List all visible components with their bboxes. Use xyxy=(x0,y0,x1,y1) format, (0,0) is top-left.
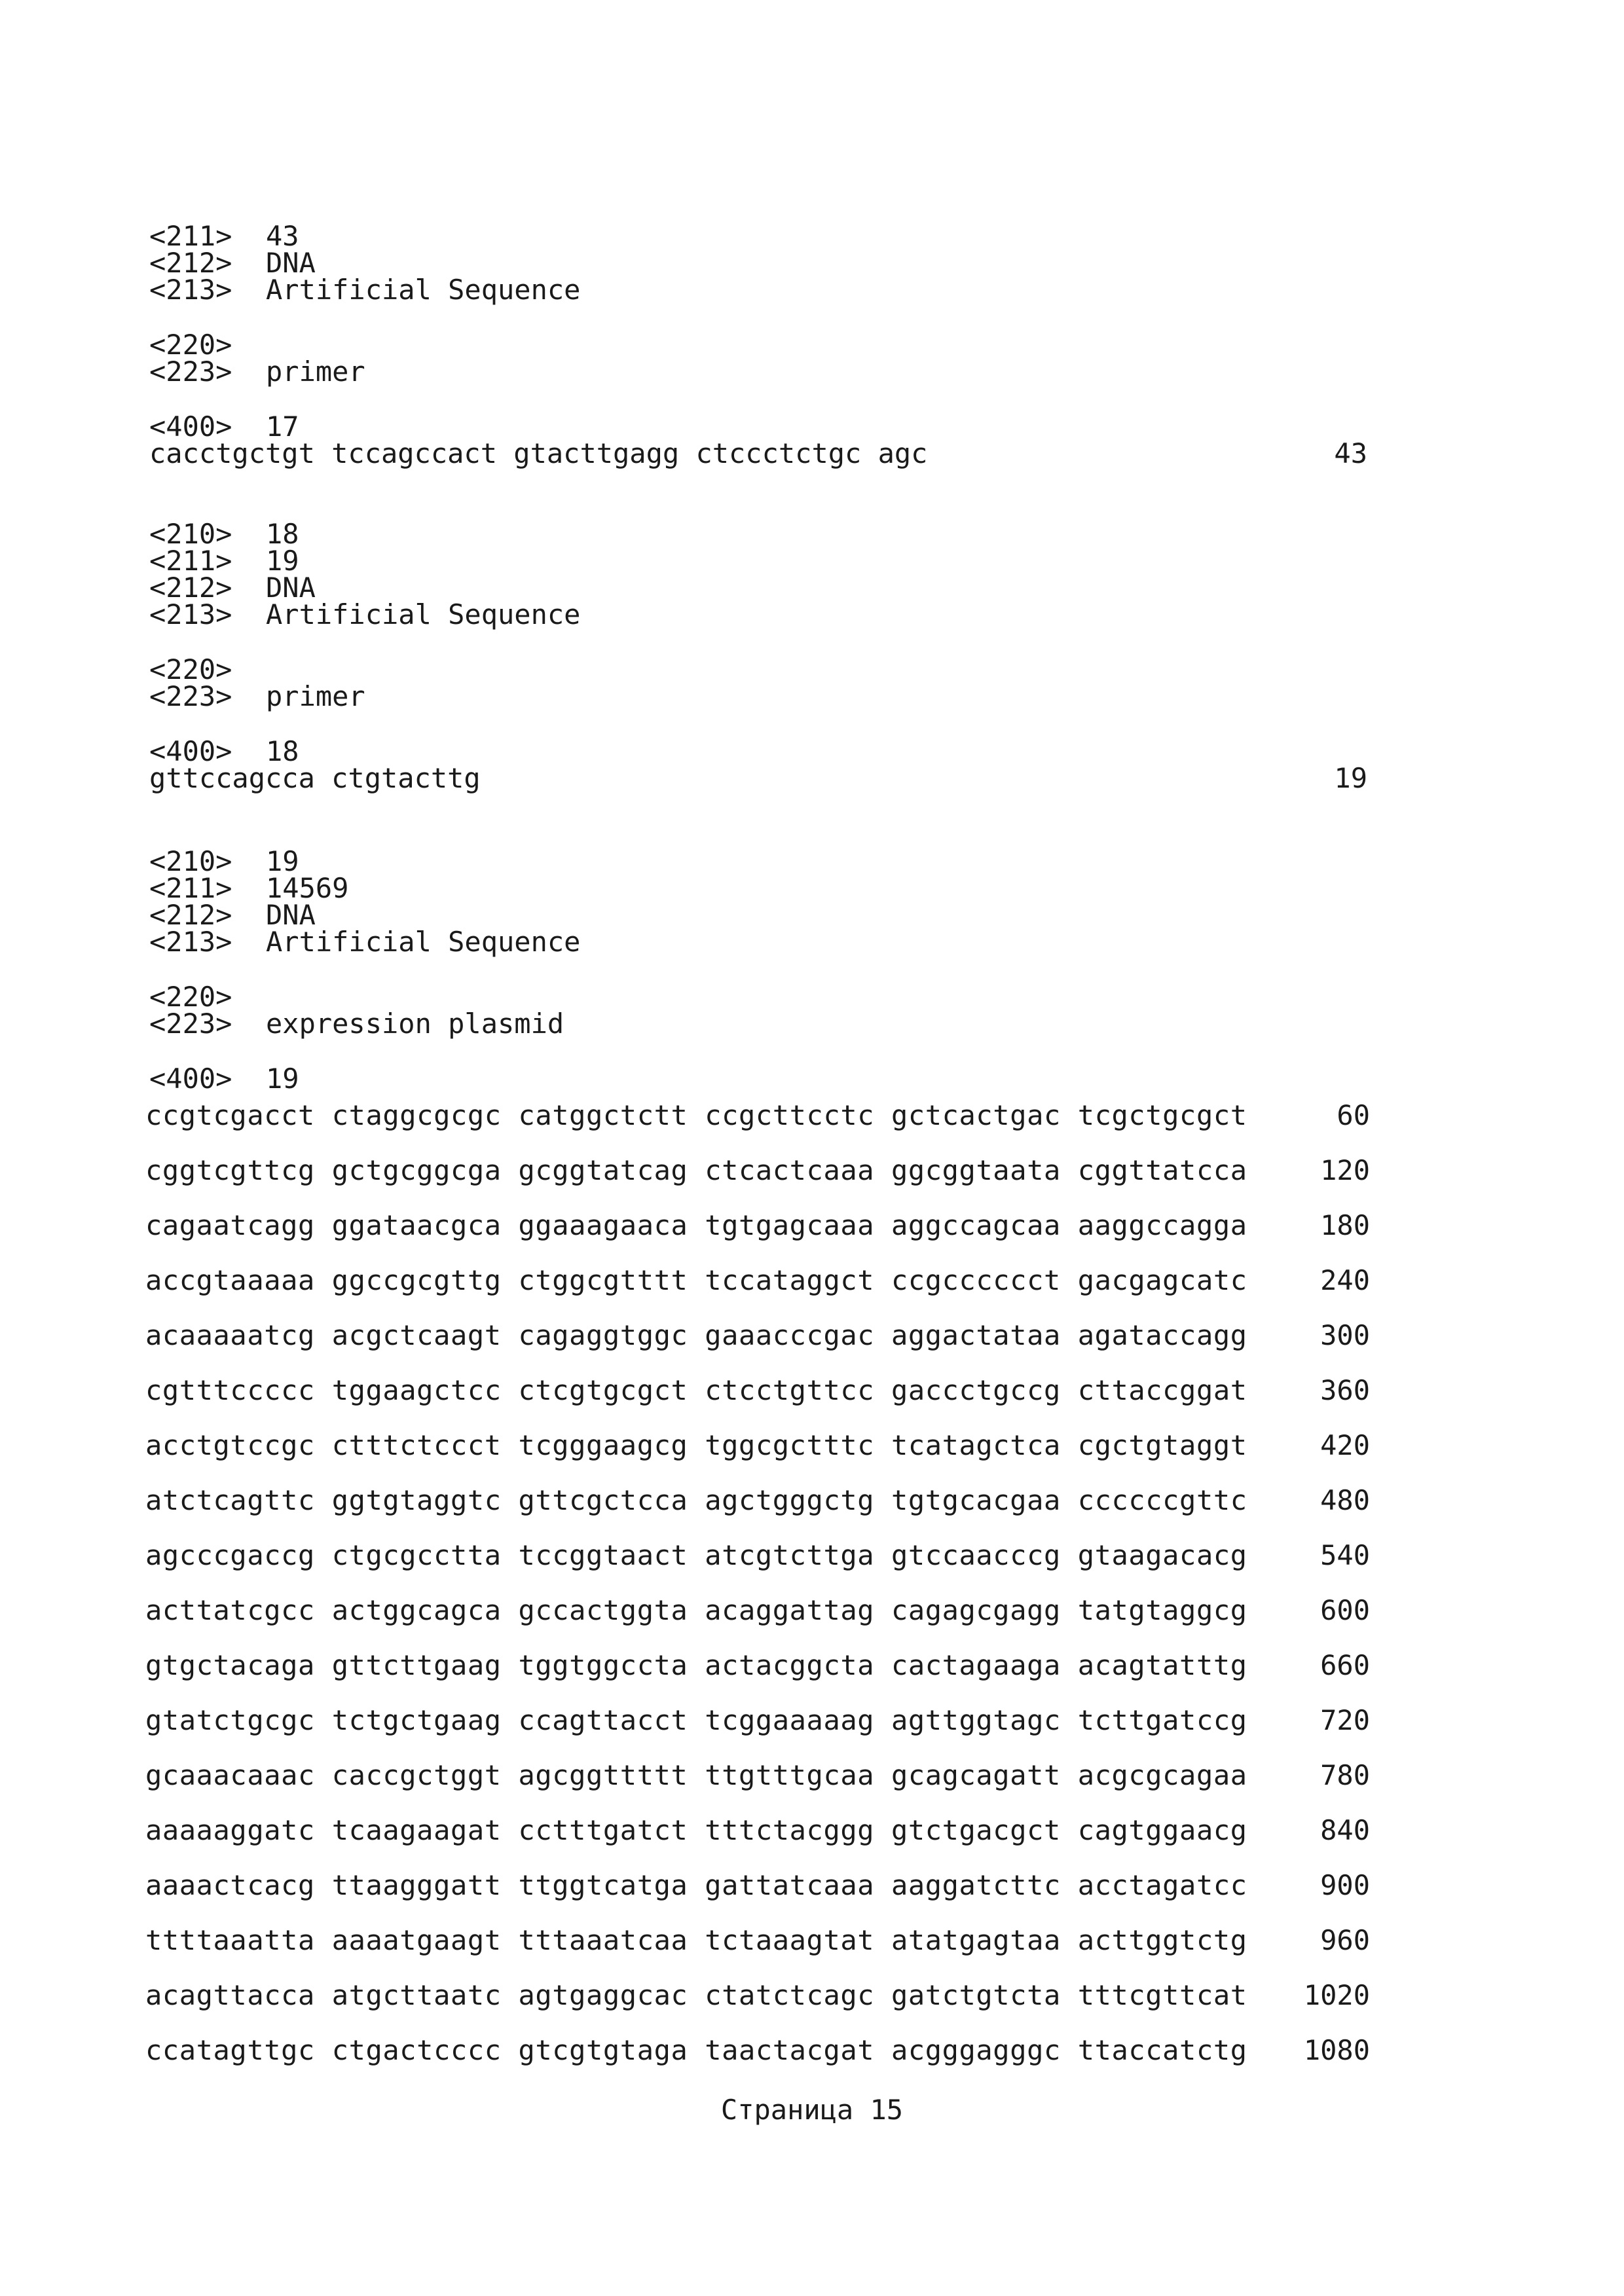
sequence-text: gtgctacaga gttcttgaag tggtggccta actacggcta cactagaaga acagtatttg xyxy=(145,1652,1247,1679)
sequence-count: 660 xyxy=(1213,1652,1370,1679)
field-tag: <211> xyxy=(149,547,266,574)
entry-field-row xyxy=(149,983,1393,1010)
sequence-text: gttccagcca ctgtacttg xyxy=(149,765,481,792)
entry-field-row xyxy=(149,656,1393,683)
field-tag: <211> xyxy=(149,223,266,249)
field-tag: <220> xyxy=(149,656,266,683)
sequence-line xyxy=(145,1487,1370,1514)
field-value: 19 xyxy=(266,547,299,574)
sequence-count: 120 xyxy=(1213,1157,1370,1184)
sequence-line xyxy=(145,1322,1370,1349)
sequence-text: acaaaaatcg acgctcaagt cagaggtggc gaaacccgac aggactataa agataccagg xyxy=(145,1322,1247,1349)
sequence-text: acagttacca atgcttaatc agtgaggcac ctatctcagc gatctgtcta tttcgttcat xyxy=(145,1982,1247,2009)
sequence-entry-18 xyxy=(149,520,1393,792)
sequence-line xyxy=(145,1872,1370,1899)
sequence-header-row xyxy=(149,738,1393,765)
field-tag: <220> xyxy=(149,331,266,358)
field-tag: <400> xyxy=(149,738,266,765)
sequence-line xyxy=(149,765,1367,792)
sequence-text: ccgtcgacct ctaggcgcgc catggctctt ccgcttcctc gctcactgac tcgctgcgct xyxy=(145,1102,1247,1129)
sequence-text: cagaatcagg ggataacgca ggaaagaaca tgtgagcaaa aggccagcaa aaggccagga xyxy=(145,1212,1247,1239)
entry-field-row xyxy=(149,928,1393,955)
sequence-count: 600 xyxy=(1213,1597,1370,1624)
field-value: 19 xyxy=(266,1065,299,1092)
field-tag: <212> xyxy=(149,249,266,276)
field-value: DNA xyxy=(266,574,316,601)
sequence-line xyxy=(145,1762,1370,1789)
entry-field-row xyxy=(149,574,1393,601)
field-value: primer xyxy=(266,683,365,710)
sequence-text: cgtttccccc tggaagctcc ctcgtgcgct ctcctgttcc gaccctgccg cttaccggat xyxy=(145,1377,1247,1404)
sequence-text: agcccgaccg ctgcgcctta tccggtaact atcgtcttga gtccaacccg gtaagacacg xyxy=(145,1542,1247,1569)
sequence-text: gtatctgcgc tctgctgaag ccagttacct tcggaaaaag agttggtagc tcttgatccg xyxy=(145,1707,1247,1734)
sequence-count: 720 xyxy=(1213,1707,1370,1734)
sequence-text: accgtaaaaa ggccgcgttg ctggcgtttt tccataggct ccgcccccct gacgagcatc xyxy=(145,1267,1247,1294)
page-number-footer: Страница 15 xyxy=(0,2096,1624,2123)
field-value: 18 xyxy=(266,738,299,765)
field-value: Artificial Sequence xyxy=(266,276,580,303)
field-value: 14569 xyxy=(266,875,348,902)
sequence-text: cacctgctgt tccagccact gtacttgagg ctccctctgc agc xyxy=(149,440,927,467)
field-tag: <211> xyxy=(149,875,266,902)
entry-field-row xyxy=(149,276,1393,303)
sequence-count: 43 xyxy=(1210,440,1367,467)
sequence-count: 840 xyxy=(1213,1817,1370,1844)
sequence-text: ttttaaatta aaaatgaagt tttaaatcaa tctaaagtat atatgagtaa acttggtctg xyxy=(145,1927,1247,1954)
sequence-header-row xyxy=(149,1065,1393,1092)
field-value: DNA xyxy=(266,902,316,928)
field-value: expression plasmid xyxy=(266,1010,564,1037)
sequence-count: 1020 xyxy=(1213,1982,1370,2009)
field-value: 18 xyxy=(266,520,299,547)
sequence-line xyxy=(149,440,1367,467)
sequence-text: atctcagttc ggtgtaggtc gttcgctcca agctgggctg tgtgcacgaa ccccccgttc xyxy=(145,1487,1247,1514)
sequence-text: gcaaacaaac caccgctggt agcggttttt ttgtttgcaa gcagcagatt acgcgcagaa xyxy=(145,1762,1247,1789)
field-tag: <213> xyxy=(149,601,266,628)
sequence-count: 60 xyxy=(1213,1102,1370,1129)
sequence-text: acctgtccgc ctttctccct tcgggaagcg tggcgctttc tcatagctca cgctgtaggt xyxy=(145,1432,1247,1459)
entry-field-row xyxy=(149,601,1393,628)
sequence-text: aaaaaggatc tcaagaagat cctttgatct tttctacggg gtctgacgct cagtggaacg xyxy=(145,1817,1247,1844)
field-tag: <212> xyxy=(149,902,266,928)
entry-field-row xyxy=(149,223,1393,249)
field-tag: <220> xyxy=(149,983,266,1010)
field-value: Artificial Sequence xyxy=(266,928,580,955)
entry-field-row xyxy=(149,848,1393,875)
sequence-line xyxy=(145,1377,1370,1404)
sequence-line xyxy=(145,1212,1370,1239)
sequence-line xyxy=(145,1102,1370,1129)
sequence-count: 240 xyxy=(1213,1267,1370,1294)
sequence-count: 180 xyxy=(1213,1212,1370,1239)
document-page xyxy=(0,0,1624,2296)
sequence-count: 360 xyxy=(1213,1377,1370,1404)
field-tag: <223> xyxy=(149,358,266,385)
field-tag: <213> xyxy=(149,276,266,303)
entry-field-row xyxy=(149,358,1393,385)
sequence-count: 1080 xyxy=(1213,2037,1370,2064)
sequence-text: aaaactcacg ttaagggatt ttggtcatga gattatcaaa aaggatcttc acctagatcc xyxy=(145,1872,1247,1899)
sequence-line xyxy=(145,1597,1370,1624)
entry-field-row xyxy=(149,331,1393,358)
entry-field-row xyxy=(149,683,1393,710)
sequence-line xyxy=(145,1652,1370,1679)
field-value: DNA xyxy=(266,249,316,276)
sequence-entry-17 xyxy=(149,223,1393,467)
field-tag: <212> xyxy=(149,574,266,601)
field-tag: <223> xyxy=(149,1010,266,1037)
sequence-line xyxy=(145,1982,1370,2009)
field-tag: <210> xyxy=(149,520,266,547)
field-tag: <210> xyxy=(149,848,266,875)
entry-field-row xyxy=(149,875,1393,902)
sequence-count: 780 xyxy=(1213,1762,1370,1789)
sequence-count: 300 xyxy=(1213,1322,1370,1349)
field-tag: <213> xyxy=(149,928,266,955)
field-tag: <223> xyxy=(149,683,266,710)
sequence-line xyxy=(145,1432,1370,1459)
field-tag: <400> xyxy=(149,413,266,440)
sequence-entry-19 xyxy=(149,848,1393,1092)
sequence-line xyxy=(145,2037,1370,2064)
entry-field-row xyxy=(149,547,1393,574)
sequence-text: ccatagttgc ctgactcccc gtcgtgtaga taactacgat acgggagggc ttaccatctg xyxy=(145,2037,1247,2064)
sequence-line xyxy=(145,1542,1370,1569)
entry-field-row xyxy=(149,902,1393,928)
sequence-line xyxy=(145,1817,1370,1844)
field-tag: <400> xyxy=(149,1065,266,1092)
sequence-count: 19 xyxy=(1210,765,1367,792)
sequence-count: 420 xyxy=(1213,1432,1370,1459)
sequence-count: 960 xyxy=(1213,1927,1370,1954)
entry-field-row xyxy=(149,1010,1393,1037)
field-value: primer xyxy=(266,358,365,385)
sequence-line xyxy=(145,1267,1370,1294)
field-value: 17 xyxy=(266,413,299,440)
sequence-line xyxy=(145,1707,1370,1734)
sequence-header-row xyxy=(149,413,1393,440)
sequence-count: 540 xyxy=(1213,1542,1370,1569)
field-value: 43 xyxy=(266,223,299,249)
sequence-line xyxy=(145,1157,1370,1184)
sequence-text: acttatcgcc actggcagca gccactggta acaggattag cagagcgagg tatgtaggcg xyxy=(145,1597,1247,1624)
entry-field-row xyxy=(149,249,1393,276)
field-value: Artificial Sequence xyxy=(266,601,580,628)
field-value: 19 xyxy=(266,848,299,875)
sequence-text: cggtcgttcg gctgcggcga gcggtatcag ctcactcaaa ggcggtaata cggttatcca xyxy=(145,1157,1247,1184)
sequence-count: 900 xyxy=(1213,1872,1370,1899)
sequence-count: 480 xyxy=(1213,1487,1370,1514)
entry-field-row xyxy=(149,520,1393,547)
sequence-line xyxy=(145,1927,1370,1954)
